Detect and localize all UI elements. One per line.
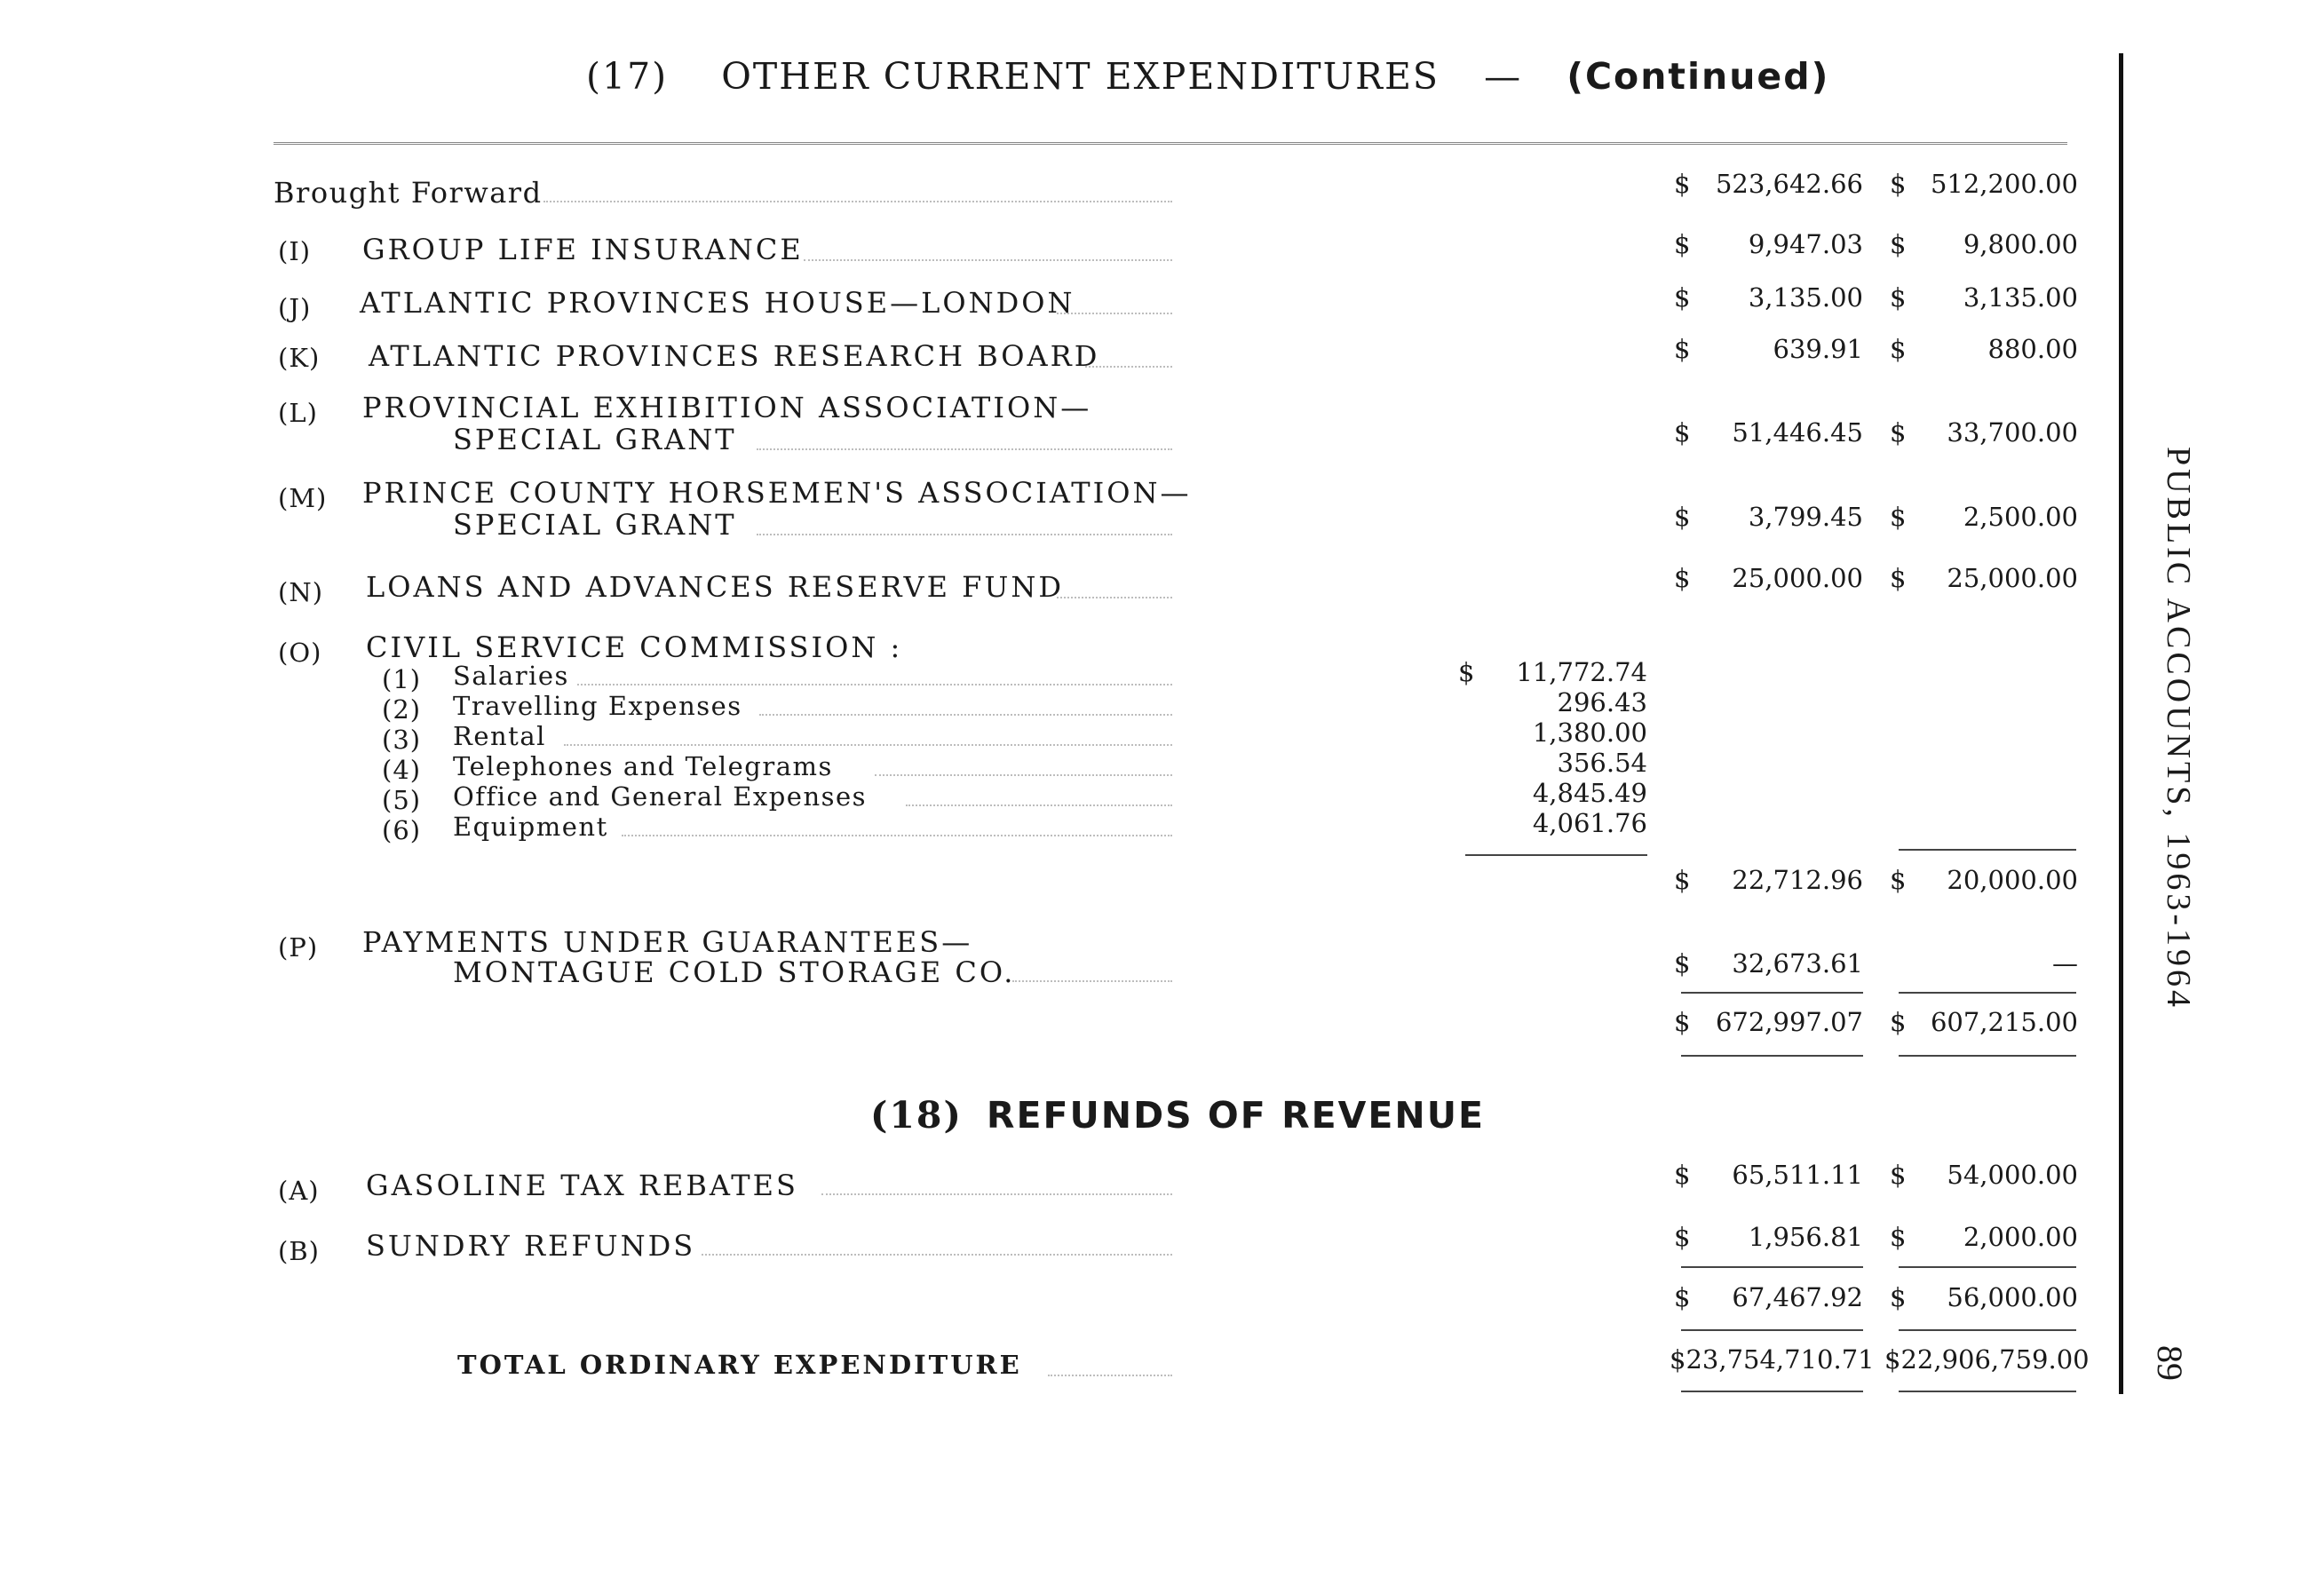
subitem-code: (1) [382, 664, 422, 694]
amount-estimate: 20,000.00 [1947, 865, 2078, 895]
subitem-amount: 4,845.49 [1532, 778, 1647, 808]
item-label: ATLANTIC PROVINCES HOUSE—LONDON [360, 286, 1075, 320]
dollar-sign: $ [1890, 865, 1907, 895]
leader-dots [757, 448, 1172, 450]
amount-estimate: 25,000.00 [1947, 563, 2078, 593]
item-label-continued: SPECIAL GRANT [453, 508, 737, 542]
section-heading-17 [586, 55, 1829, 98]
section-title: OTHER CURRENT EXPENDITURES [721, 55, 1440, 98]
leader-dots [543, 201, 1172, 202]
leader-dots [906, 804, 1172, 806]
item-label: PROVINCIAL EXHIBITION ASSOCIATION— [362, 391, 1092, 424]
dollar-sign: $ [1890, 282, 1907, 313]
leader-dots [804, 259, 1172, 261]
leader-dots [821, 1193, 1172, 1195]
dollar-sign: $ [1890, 1282, 1907, 1312]
subitem-code: (5) [382, 785, 422, 815]
column-rule [1899, 849, 2076, 851]
section-title: REFUNDS OF REVENUE [986, 1094, 1485, 1137]
item-code: (O) [278, 638, 322, 668]
item-label-continued: MONTAGUE COLD STORAGE CO. [453, 955, 1016, 989]
amount-estimate: 3,135.00 [1963, 282, 2078, 313]
dollar-sign: $ [1674, 282, 1691, 313]
dollar-sign: $ [1890, 169, 1907, 199]
leader-dots [875, 774, 1172, 776]
item-label: SUNDRY REFUNDS [366, 1229, 696, 1263]
total-underline-estimate [1899, 1055, 2076, 1057]
item-code: (I) [278, 236, 312, 266]
dollar-sign: $ [1890, 563, 1907, 593]
amount-estimate: 880.00 [1987, 334, 2078, 364]
subitem-code: (3) [382, 725, 422, 755]
leader-dots [564, 744, 1172, 746]
leader-dots [577, 684, 1172, 685]
leader-dots [1085, 366, 1172, 368]
amount-estimate: 2,500.00 [1963, 502, 2078, 532]
total-underline-actual [1681, 1055, 1863, 1057]
dollar-sign: $ [1674, 948, 1691, 979]
subitem-label: Office and General Expenses [453, 781, 868, 812]
subitem-code: (6) [382, 815, 422, 845]
total-rule-estimate [1899, 1266, 2076, 1268]
dollar-sign: $ [1890, 334, 1907, 364]
item-label: PRINCE COUNTY HORSEMEN'S ASSOCIATION— [362, 476, 1192, 510]
dollar-sign: $ [1674, 417, 1691, 448]
amount-estimate: — [2052, 948, 2078, 979]
brought-forward-label: Brought Forward [274, 176, 543, 210]
dollar-sign: $ [1890, 417, 1907, 448]
amount-actual: 51,446.45 [1732, 417, 1863, 448]
subitem-amount: 356.54 [1557, 748, 1647, 778]
section-number: (18) [870, 1094, 963, 1137]
amount-estimate: 9,800.00 [1963, 229, 2078, 259]
amount-actual: 65,511.11 [1732, 1160, 1863, 1190]
item-label: ATLANTIC PROVINCES RESEARCH BOARD [369, 339, 1100, 373]
subitem-label: Rental [453, 721, 546, 751]
item-label-continued: SPECIAL GRANT [453, 423, 737, 456]
header-rule [274, 142, 2067, 145]
subitem-amount: 11,772.74 [1516, 657, 1647, 687]
total-rule-actual [1681, 1266, 1863, 1268]
item-label: GASOLINE TAX REBATES [366, 1169, 798, 1202]
amount-estimate: 54,000.00 [1947, 1160, 2078, 1190]
total-underline-estimate [1899, 1329, 2076, 1331]
subitem-label: Telephones and Telegrams [453, 751, 833, 781]
grand-total-underline-estimate [1899, 1391, 2076, 1392]
leader-dots [1012, 980, 1172, 982]
grand-total-estimate: $22,906,759.00 [1884, 1344, 2090, 1375]
leader-dots [702, 1254, 1172, 1256]
dollar-sign: $ [1890, 1222, 1907, 1252]
item-label: GROUP LIFE INSURANCE [362, 233, 804, 266]
amount-actual: 25,000.00 [1732, 563, 1863, 593]
amount-estimate: 2,000.00 [1963, 1222, 2078, 1252]
amount-estimate: 33,700.00 [1947, 417, 2078, 448]
dollar-sign: $ [1674, 502, 1691, 532]
item-code: (P) [278, 932, 319, 963]
amount-actual: 32,673.61 [1732, 948, 1863, 979]
dollar-sign: $ [1890, 229, 1907, 259]
item-label: PAYMENTS UNDER GUARANTEES— [362, 925, 973, 959]
total-rule-estimate [1899, 992, 2076, 994]
heading-continued: (Continued) [1567, 55, 1830, 98]
amount-actual: 639.91 [1773, 334, 1863, 364]
page-number: 89 [2150, 1345, 2190, 1381]
section-heading-18 [870, 1094, 1485, 1137]
margin-rule [2119, 53, 2123, 1394]
item-code: (J) [278, 293, 312, 323]
running-title: PUBLIC ACCOUNTS, 1963-1964 [2160, 446, 2197, 1010]
dollar-sign: $ [1674, 229, 1691, 259]
subitem-amount: 296.43 [1557, 687, 1647, 717]
amount-actual: 1,956.81 [1748, 1222, 1863, 1252]
item-label: CIVIL SERVICE COMMISSION : [366, 630, 903, 664]
total-estimate: 607,215.00 [1930, 1007, 2078, 1037]
dollar-sign: $ [1674, 1282, 1691, 1312]
total-underline-actual [1681, 1329, 1863, 1331]
item-code: (A) [278, 1176, 320, 1206]
item-code: (M) [278, 483, 328, 513]
amount-actual: 22,712.96 [1732, 865, 1863, 895]
heading-dash: — [1484, 55, 1523, 98]
leader-dots [757, 534, 1172, 535]
dollar-sign: $ [1890, 1007, 1907, 1037]
subitem-code: (2) [382, 694, 422, 725]
leader-dots [759, 714, 1172, 716]
item-code: (N) [278, 577, 324, 607]
total-actual: 67,467.92 [1732, 1282, 1863, 1312]
dollar-sign: $ [1674, 334, 1691, 364]
amount-actual: 3,799.45 [1748, 502, 1863, 532]
amount-estimate: 512,200.00 [1930, 169, 2078, 199]
item-label: LOANS AND ADVANCES RESERVE FUND [366, 570, 1064, 604]
subitem-label: Salaries [453, 661, 569, 691]
total-rule-actual [1681, 992, 1863, 994]
grand-total-underline-actual [1681, 1391, 1863, 1392]
leader-dots [1057, 313, 1172, 314]
dollar-sign: $ [1674, 865, 1691, 895]
item-code: (L) [278, 398, 318, 428]
amount-actual: 3,135.00 [1748, 282, 1863, 313]
grand-total-actual: $23,754,710.71 [1670, 1344, 1875, 1375]
amount-actual: 9,947.03 [1748, 229, 1863, 259]
subitem-amount: 1,380.00 [1532, 717, 1647, 748]
dollar-sign: $ [1674, 1222, 1691, 1252]
item-code: (K) [278, 343, 321, 373]
dollar-sign: $ [1674, 563, 1691, 593]
dollar-sign: $ [1674, 169, 1691, 199]
total-estimate: 56,000.00 [1947, 1282, 2078, 1312]
dollar-sign: $ [1890, 502, 1907, 532]
grand-total-label: TOTAL ORDINARY EXPENDITURE [457, 1350, 1022, 1380]
subitem-amount: 4,061.76 [1532, 808, 1647, 838]
subtotal-rule [1465, 854, 1647, 856]
leader-dots [622, 835, 1172, 836]
total-actual: 672,997.07 [1715, 1007, 1863, 1037]
section-number: (17) [586, 55, 669, 98]
subitem-label: Travelling Expenses [453, 691, 742, 721]
dollar-sign: $ [1458, 657, 1475, 687]
dollar-sign: $ [1674, 1007, 1691, 1037]
dollar-sign: $ [1890, 1160, 1907, 1190]
subitem-label: Equipment [453, 812, 608, 842]
amount-actual: 523,642.66 [1715, 169, 1863, 199]
leader-dots [1048, 1375, 1172, 1376]
item-code: (B) [278, 1236, 320, 1266]
dollar-sign: $ [1674, 1160, 1691, 1190]
subitem-code: (4) [382, 755, 422, 785]
leader-dots [1057, 597, 1172, 598]
